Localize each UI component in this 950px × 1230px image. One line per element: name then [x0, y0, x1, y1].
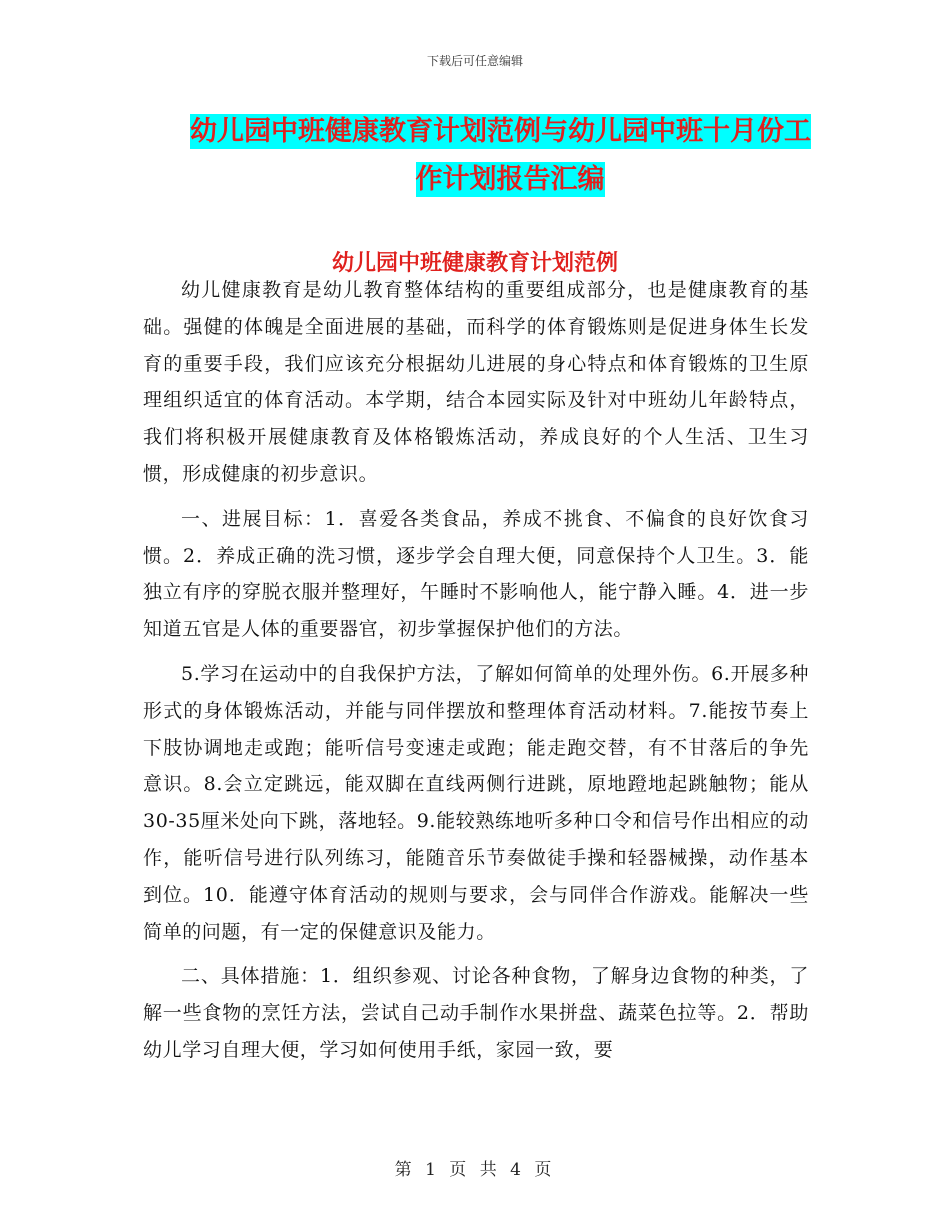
- title-line-2: [190, 156, 830, 204]
- header-note: 下载后可任意编辑: [426, 54, 523, 68]
- title-line-1-text: 幼儿园中班健康教育计划范例与幼儿园中班十月份工: [190, 116, 811, 147]
- title-line-2-text: 作计划报告汇编: [415, 164, 605, 195]
- paragraph-intro: 幼儿健康教育是幼儿教育整体结构的重要组成部分，也是健康教育的基础。强健的体魄是全面进展的基础，而科学的体育锻炼则是促进身体生长发育的重要手段，我们应该充分根据幼儿进展的身心特点和体育锻炼的卫生原理组织适宜的体育活动。本学期，结合本园实际及针对中班幼儿年龄特点，我们将积极开展健康教育及体格锻炼活动，养成良好的个人生活、卫生习惯，形成健康的初步意识。: [143, 279, 809, 485]
- section-title: 幼儿园中班健康教育计划范例: [331, 251, 618, 276]
- paragraph-goals-continued: 5.学习在运动中的自我保护方法，了解如何简单的处理外伤。6.开展多种形式的身体锻炼活动，并能与同伴摆放和整理体育活动材料。7.能按节奏上下肢协调地走或跑；能听信号变速走或跑；能走跑交替，有不甘落后的争先意识。8.会立定跳远，能双脚在直线两侧行进跳，原地蹬地起跳触物；能从30-35厘米处向下跳，落地轻。9.能较熟练地听多种口令和信号作出相应的动作，能听信号进行队列练习，能随音乐节奏做徒手操和轻器械操，动作基本到位。10．能遵守体育活动的规则与要求，会与同伴合作游戏。能解决一些简单的问题，有一定的保健意识及能力。: [143, 662, 809, 943]
- paragraph-goals: 一、进展目标：1．喜爱各类食品，养成不挑食、不偏食的良好饮食习惯。2．养成正确的洗习惯，逐步学会自理大便，同意保持个人卫生。3．能独立有序的穿脱衣服并整理好，午睡时不影响他人，能宁静入睡。4．进一步知道五官是人体的重要器官，初步掌握保护他们的方法。: [143, 507, 809, 641]
- title-line-1: [190, 108, 830, 156]
- page-footer: 第 1 页 共 4 页: [394, 1160, 556, 1180]
- paragraph-measures: 二、具体措施：1．组织参观、讨论各种食物，了解身边食物的种类，了解一些食物的烹饪方法，尝试自己动手制作水果拼盘、蔬菜色拉等。2．帮助幼儿学习自理大便，学习如何使用手纸，家园一致，要: [143, 965, 809, 1061]
- document-body: [143, 272, 809, 1069]
- document-title: [190, 108, 830, 204]
